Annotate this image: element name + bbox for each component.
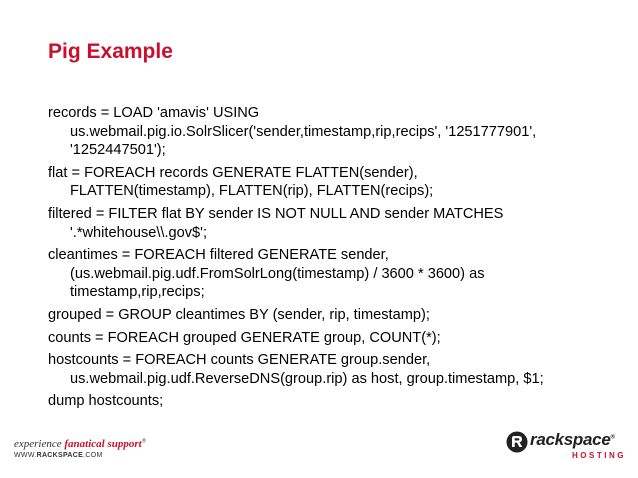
code-block bbox=[48, 104, 618, 415]
code-line: filtered = FILTER flat BY sender IS NOT NULL AND sender MATCHES bbox=[48, 205, 504, 222]
rackspace-logo-icon bbox=[506, 431, 528, 453]
slide-title: Pig Example bbox=[48, 40, 173, 63]
logo-registered-mark: ® bbox=[610, 434, 615, 441]
code-line: grouped = GROUP cleantimes BY (sender, rip, timestamp); bbox=[48, 306, 430, 323]
footer-tagline-block bbox=[14, 438, 146, 459]
code-line: (us.webmail.pig.udf.FromSolrLong(timestamp) / 3600 * 3600) as bbox=[70, 265, 485, 282]
code-statement bbox=[48, 306, 618, 325]
code-line: counts = FOREACH grouped GENERATE group, COUNT(*); bbox=[48, 329, 441, 346]
code-line: records = LOAD 'amavis' USING bbox=[48, 105, 260, 121]
code-line: timestamp,rip,recips; bbox=[70, 284, 205, 301]
url-suffix: .COM bbox=[83, 452, 103, 459]
code-line: us.webmail.pig.io.SolrSlicer('sender,timestamp,rip,recips', '1251777901', bbox=[70, 123, 537, 140]
code-line: cleantimes = FOREACH filtered GENERATE sender, bbox=[48, 247, 389, 264]
code-line: hostcounts = FOREACH counts GENERATE group.sender, bbox=[48, 352, 431, 369]
url-domain: RACKSPACE bbox=[36, 452, 84, 459]
code-statement bbox=[48, 164, 618, 201]
footer-url bbox=[14, 452, 146, 459]
tagline-emphasis: fanatical support bbox=[64, 438, 142, 450]
code-line: dump hostcounts; bbox=[48, 393, 164, 410]
tagline-prefix: experience bbox=[14, 438, 65, 450]
code-statement bbox=[48, 351, 618, 388]
code-statement bbox=[48, 104, 618, 160]
code-statement bbox=[48, 392, 618, 411]
code-line: us.webmail.pig.udf.ReverseDNS(group.rip) as host, group.timestamp, $1; bbox=[70, 370, 544, 387]
code-statement bbox=[48, 205, 618, 242]
code-line: flat = FOREACH records GENERATE FLATTEN(sender), bbox=[48, 164, 418, 181]
code-statement bbox=[48, 246, 618, 302]
footer-tagline bbox=[14, 438, 146, 450]
tagline-registered-mark: ® bbox=[141, 438, 147, 445]
logo-word-text: rackspace bbox=[530, 430, 611, 449]
logo-wordmark bbox=[530, 430, 615, 450]
code-line: '.*whitehouse\\.gov$'; bbox=[70, 224, 208, 241]
code-line: '1252447501'); bbox=[70, 142, 166, 159]
code-line: FLATTEN(timestamp), FLATTEN(rip), FLATTEN(recips); bbox=[70, 183, 434, 200]
logo-hosting-label: HOSTING bbox=[572, 451, 626, 460]
url-prefix: WWW. bbox=[14, 452, 37, 459]
rackspace-logo bbox=[506, 430, 626, 464]
code-statement bbox=[48, 329, 618, 348]
